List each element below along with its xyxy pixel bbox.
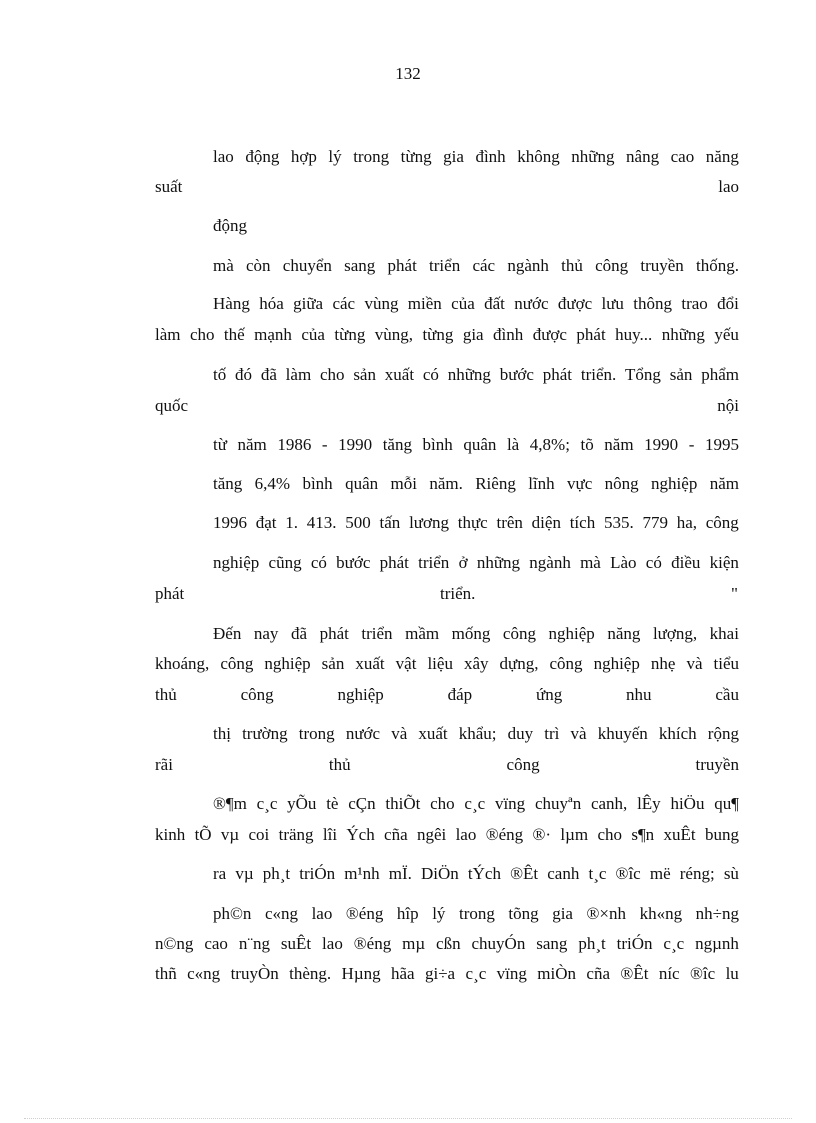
word: đạt <box>255 513 277 532</box>
word: trao <box>681 294 708 313</box>
word: më <box>649 864 671 883</box>
word: ra <box>213 864 227 883</box>
word: lĩnh <box>528 474 555 493</box>
word: tÝch <box>467 864 501 883</box>
word: làm <box>155 325 181 344</box>
word: khẩu; <box>458 724 497 743</box>
word: ở <box>458 553 468 572</box>
word: träng <box>278 825 314 844</box>
word: mạnh <box>254 325 292 344</box>
word: cÇn <box>348 794 376 813</box>
word: năm <box>237 435 267 454</box>
word: t¸c <box>588 864 607 883</box>
word: 500 <box>345 513 371 532</box>
word: ®· <box>532 825 552 844</box>
word: 779 <box>642 513 668 532</box>
word: chuyªn <box>534 794 582 813</box>
closing-quote: " <box>731 584 738 603</box>
word: những <box>571 147 615 166</box>
word: triển. <box>440 584 476 603</box>
word: thèng. <box>289 964 332 983</box>
word: Ých <box>346 825 375 844</box>
word: nông <box>604 474 639 493</box>
word: phát <box>542 365 573 384</box>
word: thống. <box>696 256 739 275</box>
word: ®îc <box>689 964 716 983</box>
word: vùng, <box>374 325 414 344</box>
word: miền <box>407 294 442 313</box>
word: thủ <box>328 755 351 774</box>
word: bình <box>302 474 333 493</box>
word: n©ng <box>155 934 194 953</box>
word: ngành <box>507 256 549 275</box>
word: canh <box>547 864 580 883</box>
text-line <box>213 145 739 169</box>
word: trong <box>353 147 390 166</box>
text-line <box>213 433 739 457</box>
word: bình <box>422 435 453 454</box>
word: thế <box>223 325 245 344</box>
word: c«ng <box>264 904 299 923</box>
word: 6,4% <box>254 474 291 493</box>
word: mÏ. <box>388 864 412 883</box>
word: cßn <box>436 934 461 953</box>
word: tăng <box>382 435 412 454</box>
text-line <box>213 363 739 387</box>
word: thiÕt <box>385 794 421 813</box>
word: ph¸t <box>578 934 606 953</box>
word: phát <box>379 553 409 572</box>
word: lượng, <box>652 624 698 643</box>
word: nhẹ <box>650 654 676 673</box>
word: cho <box>597 825 623 844</box>
word: năm. <box>429 474 463 493</box>
word: ®éng <box>485 825 524 844</box>
word: cho <box>319 365 345 384</box>
word: đình <box>475 147 506 166</box>
text-line <box>155 652 739 676</box>
word: ngµnh <box>695 934 739 953</box>
word: là <box>506 435 520 454</box>
word: lao <box>311 904 333 923</box>
word: 1. <box>285 513 299 532</box>
word: cña <box>384 825 408 844</box>
word: đáp <box>447 685 473 704</box>
word: các <box>472 256 496 275</box>
word: dựng, <box>499 654 539 673</box>
word: ®éng <box>345 904 384 923</box>
word: hợp <box>290 147 317 166</box>
word: có <box>645 553 662 572</box>
word: kh«ng <box>639 904 683 923</box>
text-line <box>213 722 739 746</box>
word: 1990 <box>644 435 679 454</box>
word: trong <box>458 904 495 923</box>
text-line <box>155 683 739 707</box>
text-line <box>155 753 739 777</box>
word: bước <box>499 365 534 384</box>
word: Đến <box>213 624 242 643</box>
word: nghiệp <box>264 654 311 673</box>
word: nghiệp <box>213 553 260 572</box>
word: 413. <box>306 513 337 532</box>
word: sản <box>353 365 376 384</box>
word: vµ <box>220 825 240 844</box>
word: triển <box>429 256 461 275</box>
word: cho <box>430 794 455 813</box>
word: miÒn <box>537 964 577 983</box>
word: ®éng <box>353 934 392 953</box>
word: cũng <box>268 553 302 572</box>
word: níc <box>658 964 680 983</box>
word: mỗi <box>390 474 417 493</box>
word: c¸c <box>663 934 685 953</box>
word: sù <box>723 864 739 883</box>
word: công <box>506 755 540 774</box>
word: xây <box>463 654 489 673</box>
word: lý <box>328 147 342 166</box>
word: yếu <box>714 325 739 344</box>
word: 1990 <box>338 435 373 454</box>
word: và <box>686 654 703 673</box>
word: công <box>502 624 536 643</box>
word: điều <box>671 553 701 572</box>
word: được <box>557 294 593 313</box>
word: thông <box>633 294 672 313</box>
word: truyền <box>695 755 739 774</box>
word: qu¶ <box>714 794 739 813</box>
word: vùng <box>364 294 399 313</box>
word: triển <box>361 624 393 643</box>
text-line <box>155 823 739 847</box>
word: ph©n <box>213 904 252 923</box>
word: phát <box>155 584 185 603</box>
word: phát <box>319 624 349 643</box>
word: trong <box>298 724 335 743</box>
word: nhu <box>626 685 652 704</box>
word: quân <box>463 435 497 454</box>
word: tiểu <box>713 654 739 673</box>
word: triÓn <box>299 864 336 883</box>
text-line <box>213 902 739 926</box>
word: nội <box>717 396 739 415</box>
word: phẩm <box>701 365 739 384</box>
word: và <box>391 724 408 743</box>
word: - <box>321 435 328 454</box>
word: công <box>705 513 739 532</box>
word: yÕu <box>287 794 317 813</box>
word: s¶n <box>631 825 655 844</box>
word: của <box>301 325 325 344</box>
word: động <box>245 147 280 166</box>
word: gia <box>462 325 484 344</box>
word: xuất <box>384 365 415 384</box>
word: sản <box>321 654 345 673</box>
word: sản <box>669 365 693 384</box>
text-line <box>213 292 739 316</box>
word: hãa <box>391 964 415 983</box>
word: lưu <box>601 294 624 313</box>
word: chuyÓn <box>471 934 526 953</box>
word: cao <box>204 934 228 953</box>
word: đất <box>484 294 505 313</box>
word: 1986 <box>277 435 312 454</box>
word: tÕ <box>194 825 212 844</box>
word: mµ <box>402 934 426 953</box>
word: nghiệp <box>593 654 640 673</box>
word: c¸c <box>464 794 486 813</box>
word: cho <box>189 325 215 344</box>
word: Hàng <box>213 294 250 313</box>
page-border <box>24 1118 792 1119</box>
text-line: động <box>213 216 247 235</box>
word: từng <box>400 147 432 166</box>
word: tấn <box>379 513 401 532</box>
word: Hµng <box>341 964 381 983</box>
word: lao <box>718 177 739 196</box>
word: - <box>688 435 695 454</box>
text-line <box>155 175 739 199</box>
word: lîi <box>322 825 338 844</box>
word: ngành <box>529 553 571 572</box>
word: được <box>532 325 567 344</box>
word: liệu <box>427 654 453 673</box>
word: những <box>476 553 521 572</box>
word: nghiệp <box>337 685 384 704</box>
word: lÊy <box>637 794 661 813</box>
text-line <box>213 862 739 886</box>
word: những <box>661 325 705 344</box>
text-line <box>213 622 739 646</box>
word: c«ng <box>187 964 221 983</box>
word: của <box>451 294 475 313</box>
word: suÊt <box>280 934 312 953</box>
word: ®Êt <box>510 864 539 883</box>
text-line <box>155 394 739 418</box>
word: còn <box>246 256 271 275</box>
word: từng <box>422 325 454 344</box>
text-line <box>213 551 739 575</box>
word: công <box>595 256 629 275</box>
word: nh÷ng <box>695 904 739 923</box>
word: vïng <box>494 794 526 813</box>
word: m¹nh <box>344 864 380 883</box>
word: quốc <box>155 396 189 415</box>
word: năng <box>607 624 641 643</box>
word: DiÖn <box>421 864 459 883</box>
word: ®îc <box>615 864 641 883</box>
word: lương <box>409 513 449 532</box>
word: công <box>220 654 254 673</box>
word: bung <box>704 825 739 844</box>
word: c¸c <box>465 964 487 983</box>
word: vµ <box>235 864 254 883</box>
word: đổi <box>717 294 739 313</box>
word: lao <box>213 147 234 166</box>
word: ®×nh <box>586 904 627 923</box>
word: thñ <box>155 964 177 983</box>
word: tố <box>213 365 227 384</box>
text-line <box>155 962 739 986</box>
word: n¨ng <box>238 934 270 953</box>
word: ứng <box>535 685 563 704</box>
word: tăng <box>213 474 243 493</box>
word: công <box>240 685 274 704</box>
word: ph¸t <box>262 864 291 883</box>
word: huy... <box>615 325 653 344</box>
word: ®¶m <box>213 794 247 813</box>
word: năm <box>709 474 739 493</box>
word: khoáng, <box>155 654 210 673</box>
word: năng <box>705 147 739 166</box>
word: triển <box>418 553 450 572</box>
word: 1996 <box>213 513 247 532</box>
word: rãi <box>155 755 173 774</box>
word: lao <box>322 934 343 953</box>
word: Tổng <box>625 365 661 384</box>
word: mống <box>451 624 491 643</box>
word: thực <box>457 513 488 532</box>
word: vïng <box>496 964 527 983</box>
text-line <box>213 511 739 535</box>
word: nước <box>345 724 381 743</box>
word: tõ <box>580 435 594 454</box>
word: khuyến <box>597 724 648 743</box>
word: tõng <box>508 904 539 923</box>
text-line <box>155 323 739 347</box>
word: Riêng <box>475 474 516 493</box>
word: 4,8%; <box>529 435 570 454</box>
word: diện <box>531 513 561 532</box>
word: có <box>422 365 439 384</box>
word: ha, <box>676 513 697 532</box>
word: 1995 <box>704 435 739 454</box>
word: canh, <box>590 794 628 813</box>
word: suất <box>155 177 183 196</box>
word: vật <box>395 654 417 673</box>
word: công <box>549 654 583 673</box>
word: những <box>447 365 491 384</box>
word: trên <box>496 513 523 532</box>
word: lµm <box>560 825 589 844</box>
word: vực <box>567 474 593 493</box>
word: từng <box>334 325 366 344</box>
word: thủ <box>561 256 583 275</box>
word: kiện <box>709 553 739 572</box>
word: Lào <box>610 553 637 572</box>
word: khai <box>709 624 739 643</box>
word: sang <box>344 256 376 275</box>
word: hîp <box>396 904 419 923</box>
word: trường <box>242 724 288 743</box>
word: các <box>332 294 356 313</box>
text-line <box>213 254 739 278</box>
word: đó <box>235 365 253 384</box>
word: duy <box>507 724 534 743</box>
word: ®Êt <box>620 964 649 983</box>
word: kinh <box>155 825 186 844</box>
word: tích <box>569 513 596 532</box>
word: quân <box>345 474 379 493</box>
word: xuất <box>418 724 448 743</box>
word: đã <box>260 365 277 384</box>
word: hiÖu <box>670 794 705 813</box>
word: nay <box>253 624 279 643</box>
word: truyền <box>640 256 684 275</box>
word: và <box>570 724 587 743</box>
word: đã <box>290 624 308 643</box>
word: nâng <box>626 147 660 166</box>
word: ngêi <box>416 825 447 844</box>
text-line <box>155 932 739 956</box>
word: đình <box>493 325 524 344</box>
word: bước <box>336 553 371 572</box>
word: xuất <box>355 654 385 673</box>
word: nước <box>514 294 549 313</box>
word: rộng <box>707 724 739 743</box>
word: nghiệp <box>651 474 698 493</box>
word: giữa <box>293 294 324 313</box>
word: nghiệp <box>548 624 595 643</box>
word: c¸c <box>256 794 278 813</box>
word: coi <box>248 825 270 844</box>
page-number: 132 <box>395 64 421 83</box>
word: thị <box>213 724 231 743</box>
word: cña <box>586 964 610 983</box>
word: triển. <box>580 365 617 384</box>
word: gi÷a <box>425 964 456 983</box>
word: thủ <box>155 685 177 704</box>
word: mà <box>213 256 234 275</box>
word: sang <box>536 934 568 953</box>
word: khích <box>658 724 697 743</box>
word: phát <box>576 325 606 344</box>
word: có <box>310 553 327 572</box>
word: triÓn <box>616 934 653 953</box>
word: cầu <box>715 685 739 704</box>
word: tè <box>326 794 339 813</box>
word: từ <box>213 435 227 454</box>
word: chuyển <box>282 256 332 275</box>
word: 535. <box>603 513 634 532</box>
word: hóa <box>259 294 284 313</box>
word: mầm <box>405 624 440 643</box>
word: gia <box>443 147 464 166</box>
word: không <box>517 147 560 166</box>
word: cao <box>670 147 695 166</box>
word: phát <box>387 256 417 275</box>
text-line <box>213 472 739 496</box>
word: réng; <box>679 864 715 883</box>
word: lý <box>432 904 446 923</box>
word: mà <box>580 553 601 572</box>
word: năm <box>604 435 634 454</box>
word: trì <box>544 724 560 743</box>
word: xuÊt <box>663 825 696 844</box>
word: lao <box>455 825 477 844</box>
word: lu <box>725 964 739 983</box>
word: truyÒn <box>230 964 279 983</box>
word: gia <box>552 904 573 923</box>
word: làm <box>285 365 312 384</box>
text-line <box>213 792 739 816</box>
